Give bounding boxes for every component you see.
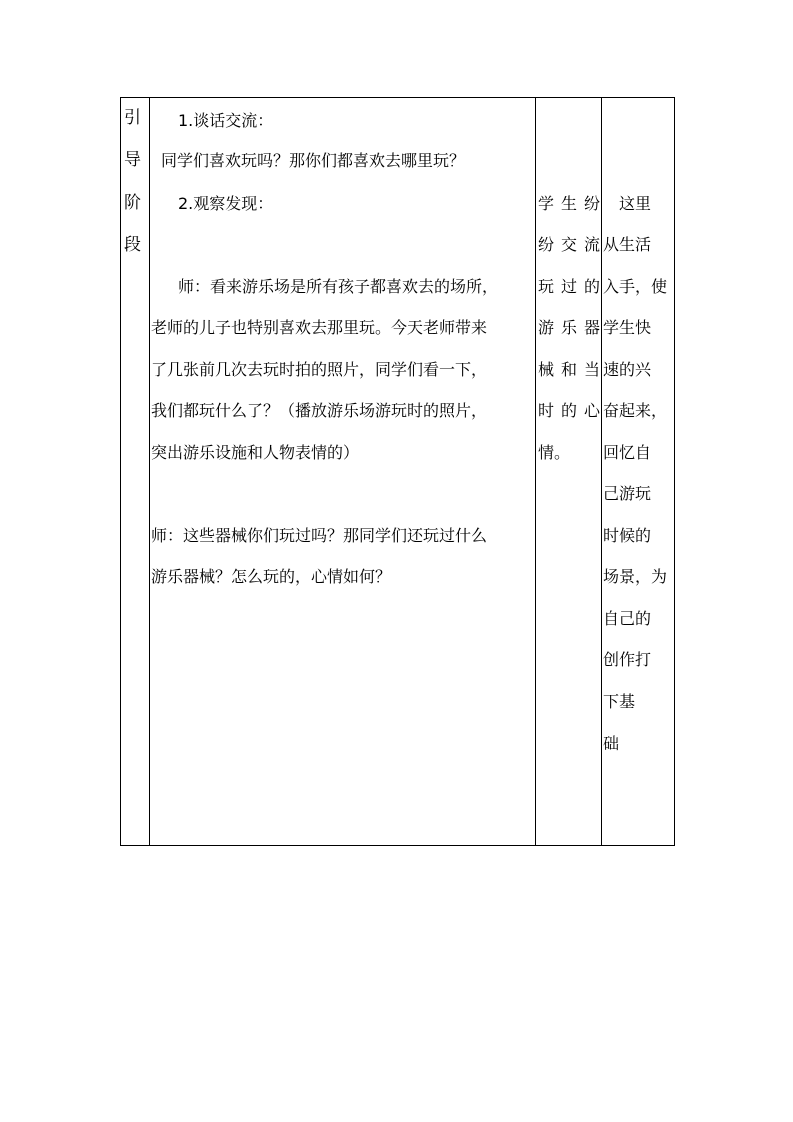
- design-intent-cell: [601, 98, 675, 845]
- para2-line: 游乐器械？怎么玩的，心情如何？: [151, 567, 392, 586]
- student-line: 学生纷: [538, 194, 600, 213]
- stage-cell: [121, 98, 149, 845]
- para1-line: 了几张前几次去玩时拍的照片，同学们看一下，: [151, 360, 488, 379]
- item1-text: 同学们喜欢玩吗？那你们都喜欢去哪里玩？: [161, 151, 466, 170]
- intent-line: 自己的: [603, 609, 652, 628]
- student-line: 时的心: [538, 401, 600, 420]
- para2-line: 师：这些器械你们玩过吗？那同学们还玩过什么: [151, 526, 488, 545]
- student-line: 械和当: [538, 360, 600, 379]
- student-activity-cell: [535, 98, 602, 845]
- stage-char: 导: [124, 150, 141, 170]
- stage-char: 阶: [124, 193, 141, 213]
- para1-line: 我们都玩什么了？（播放游乐场游玩时的照片，: [151, 401, 488, 420]
- intent-line: 学生快: [603, 318, 652, 337]
- student-line: 游乐器: [538, 318, 600, 337]
- intent-line: 时候的: [603, 526, 652, 545]
- stage-char: 引: [124, 108, 141, 128]
- item2-title: 2.观察发现：: [178, 194, 274, 213]
- student-line: 玩过的: [538, 277, 600, 296]
- intent-line: 场景，为: [603, 567, 668, 586]
- intent-line: 创作打: [603, 650, 652, 669]
- intent-line: 础: [603, 734, 620, 753]
- intent-line: 这里: [603, 194, 652, 213]
- intent-line: 从生活: [603, 235, 652, 254]
- lesson-plan-table: [120, 97, 675, 846]
- intent-line: 下基: [603, 692, 636, 711]
- para1-line: 师：看来游乐场是所有孩子都喜欢去的场所，: [178, 277, 499, 296]
- intent-line: 速的兴: [603, 360, 652, 379]
- stage-char: 段: [124, 235, 141, 255]
- intent-line: 回忆自: [603, 443, 652, 462]
- para1-line: 突出游乐设施和人物表情的）: [151, 443, 360, 462]
- item1-title: 1.谈话交流：: [178, 111, 274, 130]
- student-line: 情。: [538, 443, 571, 462]
- intent-line: 入手，使: [603, 277, 668, 296]
- intent-line: 己游玩: [603, 484, 652, 503]
- student-line: 纷交流: [538, 235, 600, 254]
- para1-line: 老师的儿子也特别喜欢去那里玩。今天老师带来: [151, 318, 488, 337]
- intent-line: 奋起来，: [603, 401, 668, 420]
- teaching-process-cell: [149, 98, 536, 845]
